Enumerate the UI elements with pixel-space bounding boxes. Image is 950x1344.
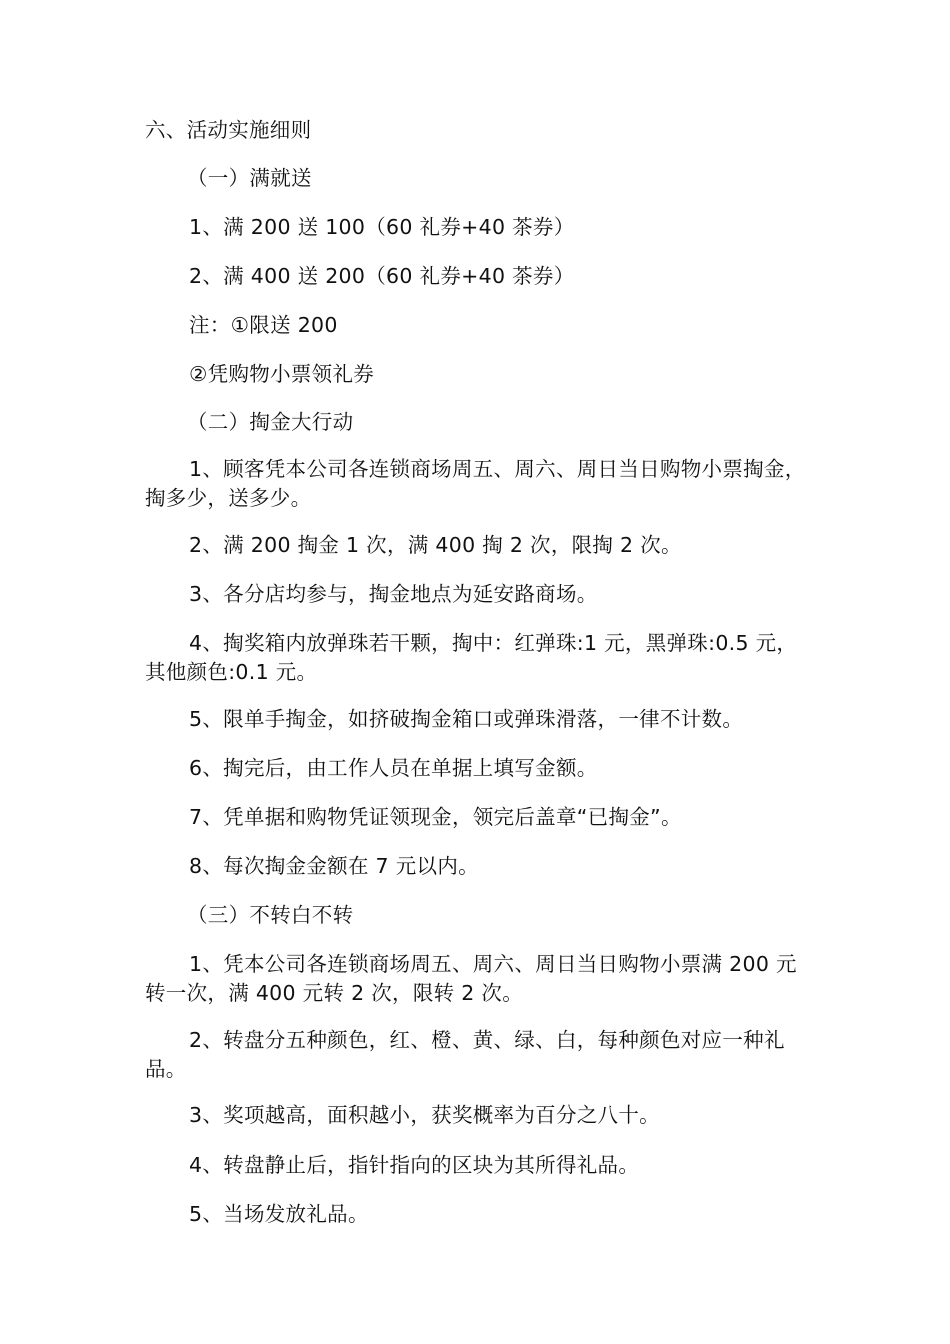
list-item: 8、每次掏金金额在 7 元以内。	[189, 854, 479, 878]
list-item: 5、当场发放礼品。	[189, 1202, 369, 1226]
list-item: 3、各分店均参与，掏金地点为延安路商场。	[189, 582, 598, 606]
section-title: 六、活动实施细则	[145, 118, 312, 142]
list-item: 4、掏奖箱内放弹珠若干颗，掏中：红弹珠:1 元，黑弹珠:0.5 元，其他颜色:0.1 元。	[145, 631, 798, 684]
list-item: 5、限单手掏金，如挤破掏金箱口或弹珠滑落，一律不计数。	[189, 707, 744, 731]
list-item: 7、凭单据和购物凭证领现金，领完后盖章“已掏金”。	[189, 805, 682, 829]
list-item: 1、满 200 送 100（60 礼券+40 茶券）	[189, 215, 575, 239]
list-item: 3、奖项越高，面积越小，获奖概率为百分之八十。	[189, 1103, 660, 1127]
list-item: 4、转盘静止后，指针指向的区块为其所得礼品。	[189, 1153, 640, 1177]
list-item: 2、满 400 送 200（60 礼券+40 茶券）	[189, 264, 575, 288]
list-item: 6、掏完后，由工作人员在单据上填写金额。	[189, 756, 598, 780]
list-item: 2、满 200 掏金 1 次，满 400 掏 2 次，限掏 2 次。	[189, 533, 682, 557]
note-line-1: 注：①限送 200	[189, 313, 338, 337]
list-item: 1、凭本公司各连锁商场周五、周六、周日当日购物小票满 200 元转一次，满 400 元转 2 次，限转 2 次。	[145, 952, 797, 1005]
subsection-heading-3: （三）不转白不转	[187, 903, 354, 927]
subsection-heading-1: （一）满就送	[187, 166, 312, 190]
list-item: 2、转盘分五种颜色，红、橙、黄、绿、白，每种颜色对应一种礼品。	[145, 1028, 785, 1081]
note-line-2: ②凭购物小票领礼券	[189, 362, 375, 386]
subsection-heading-2: （二）掏金大行动	[187, 410, 354, 434]
list-item: 1、顾客凭本公司各连锁商场周五、周六、周日当日购物小票掏金，掏多少，送多少。	[145, 457, 806, 510]
